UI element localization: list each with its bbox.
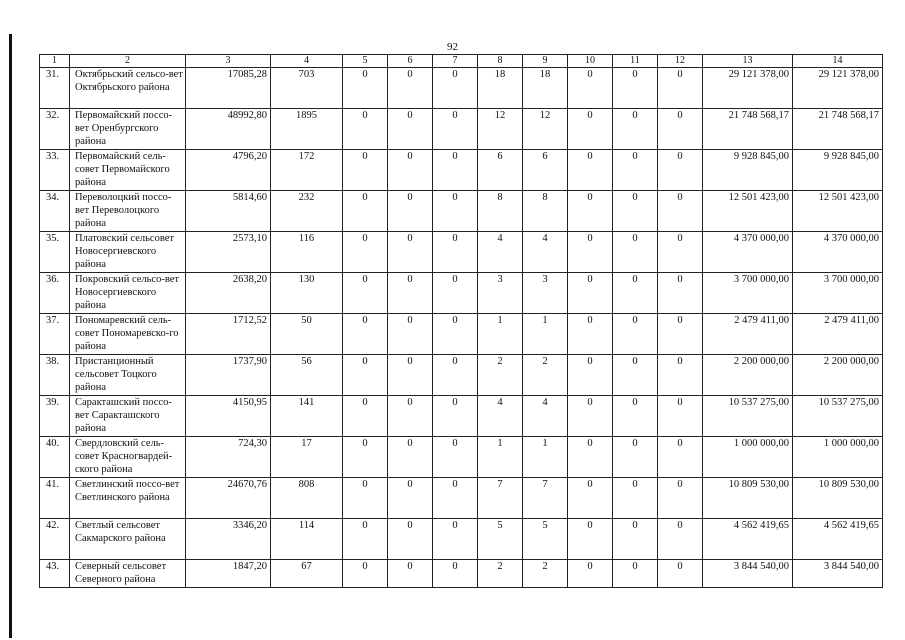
value-cell-c7: 0 [433, 519, 478, 560]
settlement-name-cell: Покровский сельсо-вет Новосергиевского района [70, 273, 186, 314]
column-number-cell: 5 [343, 55, 388, 68]
value-cell-c10: 0 [568, 191, 613, 232]
value-cell-c7: 0 [433, 273, 478, 314]
value-cell-c3: 3346,20 [186, 519, 271, 560]
value-cell-c3: 24670,76 [186, 478, 271, 519]
value-cell-c3: 2638,20 [186, 273, 271, 314]
row-number-cell: 35. [40, 232, 70, 273]
value-cell-c7: 0 [433, 232, 478, 273]
value-cell-c6: 0 [388, 109, 433, 150]
settlement-name-cell: Первомайский сель-совет Первомайского района [70, 150, 186, 191]
value-cell-c6: 0 [388, 437, 433, 478]
table-row [40, 273, 883, 314]
page-number: 92 [447, 41, 458, 53]
row-number-cell: 41. [40, 478, 70, 519]
column-number-cell: 1 [40, 55, 70, 68]
value-cell-c7: 0 [433, 355, 478, 396]
value-cell-c4: 116 [271, 232, 343, 273]
column-number-cell: 3 [186, 55, 271, 68]
table-row [40, 150, 883, 191]
value-cell-c10: 0 [568, 150, 613, 191]
value-cell-c9: 4 [523, 396, 568, 437]
value-cell-c8: 4 [478, 232, 523, 273]
column-number-cell: 13 [703, 55, 793, 68]
value-cell-c13: 21 748 568,17 [703, 109, 793, 150]
column-number-cell: 11 [613, 55, 658, 68]
value-cell-c10: 0 [568, 232, 613, 273]
value-cell-c14: 3 700 000,00 [793, 273, 883, 314]
settlement-name-cell: Светлинский поссо-вет Светлинского района [70, 478, 186, 519]
value-cell-c8: 2 [478, 560, 523, 588]
value-cell-c9: 5 [523, 519, 568, 560]
value-cell-c9: 6 [523, 150, 568, 191]
value-cell-c5: 0 [343, 273, 388, 314]
row-number-cell: 38. [40, 355, 70, 396]
row-number-cell: 40. [40, 437, 70, 478]
value-cell-c3: 2573,10 [186, 232, 271, 273]
column-number-cell: 7 [433, 55, 478, 68]
value-cell-c3: 48992,80 [186, 109, 271, 150]
table-row [40, 355, 883, 396]
value-cell-c9: 3 [523, 273, 568, 314]
value-cell-c9: 2 [523, 355, 568, 396]
value-cell-c3: 1712,52 [186, 314, 271, 355]
value-cell-c12: 0 [658, 519, 703, 560]
value-cell-c13: 2 200 000,00 [703, 355, 793, 396]
value-cell-c14: 12 501 423,00 [793, 191, 883, 232]
table-row [40, 437, 883, 478]
value-cell-c9: 12 [523, 109, 568, 150]
table-row [40, 109, 883, 150]
value-cell-c10: 0 [568, 437, 613, 478]
settlement-name-cell: Северный сельсовет Северного района [70, 560, 186, 588]
value-cell-c4: 232 [271, 191, 343, 232]
row-number-cell: 42. [40, 519, 70, 560]
value-cell-c9: 8 [523, 191, 568, 232]
value-cell-c12: 0 [658, 478, 703, 519]
value-cell-c11: 0 [613, 150, 658, 191]
value-cell-c5: 0 [343, 109, 388, 150]
value-cell-c13: 10 809 530,00 [703, 478, 793, 519]
value-cell-c7: 0 [433, 68, 478, 109]
value-cell-c7: 0 [433, 109, 478, 150]
value-cell-c10: 0 [568, 396, 613, 437]
value-cell-c4: 1895 [271, 109, 343, 150]
row-number-cell: 43. [40, 560, 70, 588]
value-cell-c12: 0 [658, 396, 703, 437]
value-cell-c11: 0 [613, 314, 658, 355]
value-cell-c6: 0 [388, 519, 433, 560]
value-cell-c10: 0 [568, 273, 613, 314]
value-cell-c3: 4796,20 [186, 150, 271, 191]
value-cell-c8: 4 [478, 396, 523, 437]
value-cell-c3: 724,30 [186, 437, 271, 478]
table-row [40, 396, 883, 437]
table-row [40, 68, 883, 109]
value-cell-c13: 4 562 419,65 [703, 519, 793, 560]
value-cell-c14: 21 748 568,17 [793, 109, 883, 150]
settlement-name-cell: Пономаревский сель-совет Пономаревско-го района [70, 314, 186, 355]
value-cell-c5: 0 [343, 355, 388, 396]
column-number-cell: 6 [388, 55, 433, 68]
value-cell-c6: 0 [388, 314, 433, 355]
data-table [39, 54, 883, 588]
settlement-name-cell: Октябрьский сельсо-вет Октябрьского района [70, 68, 186, 109]
value-cell-c8: 8 [478, 191, 523, 232]
value-cell-c14: 2 200 000,00 [793, 355, 883, 396]
value-cell-c5: 0 [343, 437, 388, 478]
value-cell-c12: 0 [658, 273, 703, 314]
value-cell-c4: 114 [271, 519, 343, 560]
value-cell-c14: 10 809 530,00 [793, 478, 883, 519]
settlement-name-cell: Первомайский поссо-вет Оренбургского района [70, 109, 186, 150]
value-cell-c10: 0 [568, 519, 613, 560]
column-number-cell: 12 [658, 55, 703, 68]
value-cell-c13: 4 370 000,00 [703, 232, 793, 273]
value-cell-c13: 29 121 378,00 [703, 68, 793, 109]
value-cell-c11: 0 [613, 519, 658, 560]
value-cell-c3: 4150,95 [186, 396, 271, 437]
value-cell-c11: 0 [613, 437, 658, 478]
value-cell-c5: 0 [343, 314, 388, 355]
value-cell-c7: 0 [433, 191, 478, 232]
value-cell-c11: 0 [613, 396, 658, 437]
value-cell-c13: 10 537 275,00 [703, 396, 793, 437]
value-cell-c12: 0 [658, 109, 703, 150]
value-cell-c6: 0 [388, 560, 433, 588]
settlement-name-cell: Свердловский сель-совет Красногвардей-ского района [70, 437, 186, 478]
value-cell-c12: 0 [658, 437, 703, 478]
value-cell-c8: 6 [478, 150, 523, 191]
value-cell-c4: 67 [271, 560, 343, 588]
column-number-cell: 14 [793, 55, 883, 68]
column-number-cell: 9 [523, 55, 568, 68]
value-cell-c12: 0 [658, 68, 703, 109]
value-cell-c10: 0 [568, 68, 613, 109]
value-cell-c10: 0 [568, 478, 613, 519]
value-cell-c8: 1 [478, 437, 523, 478]
value-cell-c14: 10 537 275,00 [793, 396, 883, 437]
value-cell-c14: 29 121 378,00 [793, 68, 883, 109]
value-cell-c7: 0 [433, 396, 478, 437]
value-cell-c14: 4 370 000,00 [793, 232, 883, 273]
value-cell-c7: 0 [433, 150, 478, 191]
value-cell-c10: 0 [568, 109, 613, 150]
value-cell-c7: 0 [433, 437, 478, 478]
settlement-name-cell: Переволоцкий поссо-вет Переволоцкого района [70, 191, 186, 232]
value-cell-c3: 1737,90 [186, 355, 271, 396]
value-cell-c9: 1 [523, 437, 568, 478]
value-cell-c11: 0 [613, 109, 658, 150]
table-row [40, 478, 883, 519]
value-cell-c7: 0 [433, 314, 478, 355]
value-cell-c12: 0 [658, 314, 703, 355]
settlement-name-cell: Пристанционный сельсовет Тоцкого района [70, 355, 186, 396]
row-number-cell: 36. [40, 273, 70, 314]
value-cell-c12: 0 [658, 150, 703, 191]
value-cell-c4: 141 [271, 396, 343, 437]
value-cell-c8: 1 [478, 314, 523, 355]
value-cell-c5: 0 [343, 232, 388, 273]
value-cell-c5: 0 [343, 150, 388, 191]
value-cell-c4: 50 [271, 314, 343, 355]
value-cell-c14: 3 844 540,00 [793, 560, 883, 588]
value-cell-c7: 0 [433, 478, 478, 519]
value-cell-c8: 12 [478, 109, 523, 150]
value-cell-c11: 0 [613, 232, 658, 273]
value-cell-c9: 1 [523, 314, 568, 355]
value-cell-c6: 0 [388, 355, 433, 396]
value-cell-c12: 0 [658, 355, 703, 396]
table-row [40, 232, 883, 273]
value-cell-c10: 0 [568, 560, 613, 588]
value-cell-c3: 1847,20 [186, 560, 271, 588]
value-cell-c13: 9 928 845,00 [703, 150, 793, 191]
value-cell-c5: 0 [343, 560, 388, 588]
value-cell-c5: 0 [343, 396, 388, 437]
settlement-name-cell: Светлый сельсовет Сакмарского района [70, 519, 186, 560]
value-cell-c11: 0 [613, 273, 658, 314]
value-cell-c9: 18 [523, 68, 568, 109]
value-cell-c13: 3 700 000,00 [703, 273, 793, 314]
value-cell-c10: 0 [568, 355, 613, 396]
row-number-cell: 39. [40, 396, 70, 437]
table-row [40, 191, 883, 232]
value-cell-c6: 0 [388, 478, 433, 519]
value-cell-c4: 172 [271, 150, 343, 191]
value-cell-c14: 4 562 419,65 [793, 519, 883, 560]
value-cell-c11: 0 [613, 478, 658, 519]
table-row [40, 560, 883, 588]
value-cell-c4: 130 [271, 273, 343, 314]
value-cell-c9: 2 [523, 560, 568, 588]
value-cell-c5: 0 [343, 478, 388, 519]
column-number-cell: 8 [478, 55, 523, 68]
value-cell-c3: 5814,60 [186, 191, 271, 232]
value-cell-c8: 7 [478, 478, 523, 519]
value-cell-c11: 0 [613, 68, 658, 109]
table-row [40, 314, 883, 355]
value-cell-c14: 1 000 000,00 [793, 437, 883, 478]
value-cell-c13: 3 844 540,00 [703, 560, 793, 588]
row-number-cell: 31. [40, 68, 70, 109]
column-number-row [40, 55, 883, 68]
value-cell-c6: 0 [388, 191, 433, 232]
value-cell-c9: 7 [523, 478, 568, 519]
value-cell-c8: 2 [478, 355, 523, 396]
value-cell-c6: 0 [388, 150, 433, 191]
value-cell-c8: 18 [478, 68, 523, 109]
value-cell-c11: 0 [613, 191, 658, 232]
value-cell-c6: 0 [388, 273, 433, 314]
value-cell-c8: 3 [478, 273, 523, 314]
row-number-cell: 34. [40, 191, 70, 232]
settlement-name-cell: Саракташский поссо-вет Саракташского района [70, 396, 186, 437]
value-cell-c11: 0 [613, 355, 658, 396]
value-cell-c14: 9 928 845,00 [793, 150, 883, 191]
value-cell-c6: 0 [388, 232, 433, 273]
value-cell-c13: 1 000 000,00 [703, 437, 793, 478]
column-number-cell: 4 [271, 55, 343, 68]
value-cell-c6: 0 [388, 68, 433, 109]
value-cell-c7: 0 [433, 560, 478, 588]
value-cell-c5: 0 [343, 519, 388, 560]
table-row [40, 519, 883, 560]
value-cell-c6: 0 [388, 396, 433, 437]
binding-rule [9, 34, 12, 638]
column-number-cell: 10 [568, 55, 613, 68]
value-cell-c5: 0 [343, 68, 388, 109]
value-cell-c9: 4 [523, 232, 568, 273]
column-number-cell: 2 [70, 55, 186, 68]
value-cell-c14: 2 479 411,00 [793, 314, 883, 355]
value-cell-c4: 808 [271, 478, 343, 519]
value-cell-c13: 12 501 423,00 [703, 191, 793, 232]
value-cell-c3: 17085,28 [186, 68, 271, 109]
value-cell-c4: 703 [271, 68, 343, 109]
value-cell-c12: 0 [658, 560, 703, 588]
value-cell-c11: 0 [613, 560, 658, 588]
value-cell-c10: 0 [568, 314, 613, 355]
value-cell-c5: 0 [343, 191, 388, 232]
settlement-name-cell: Платовский сельсовет Новосергиевского района [70, 232, 186, 273]
value-cell-c8: 5 [478, 519, 523, 560]
value-cell-c12: 0 [658, 191, 703, 232]
row-number-cell: 33. [40, 150, 70, 191]
value-cell-c4: 17 [271, 437, 343, 478]
row-number-cell: 32. [40, 109, 70, 150]
value-cell-c12: 0 [658, 232, 703, 273]
row-number-cell: 37. [40, 314, 70, 355]
value-cell-c4: 56 [271, 355, 343, 396]
value-cell-c13: 2 479 411,00 [703, 314, 793, 355]
